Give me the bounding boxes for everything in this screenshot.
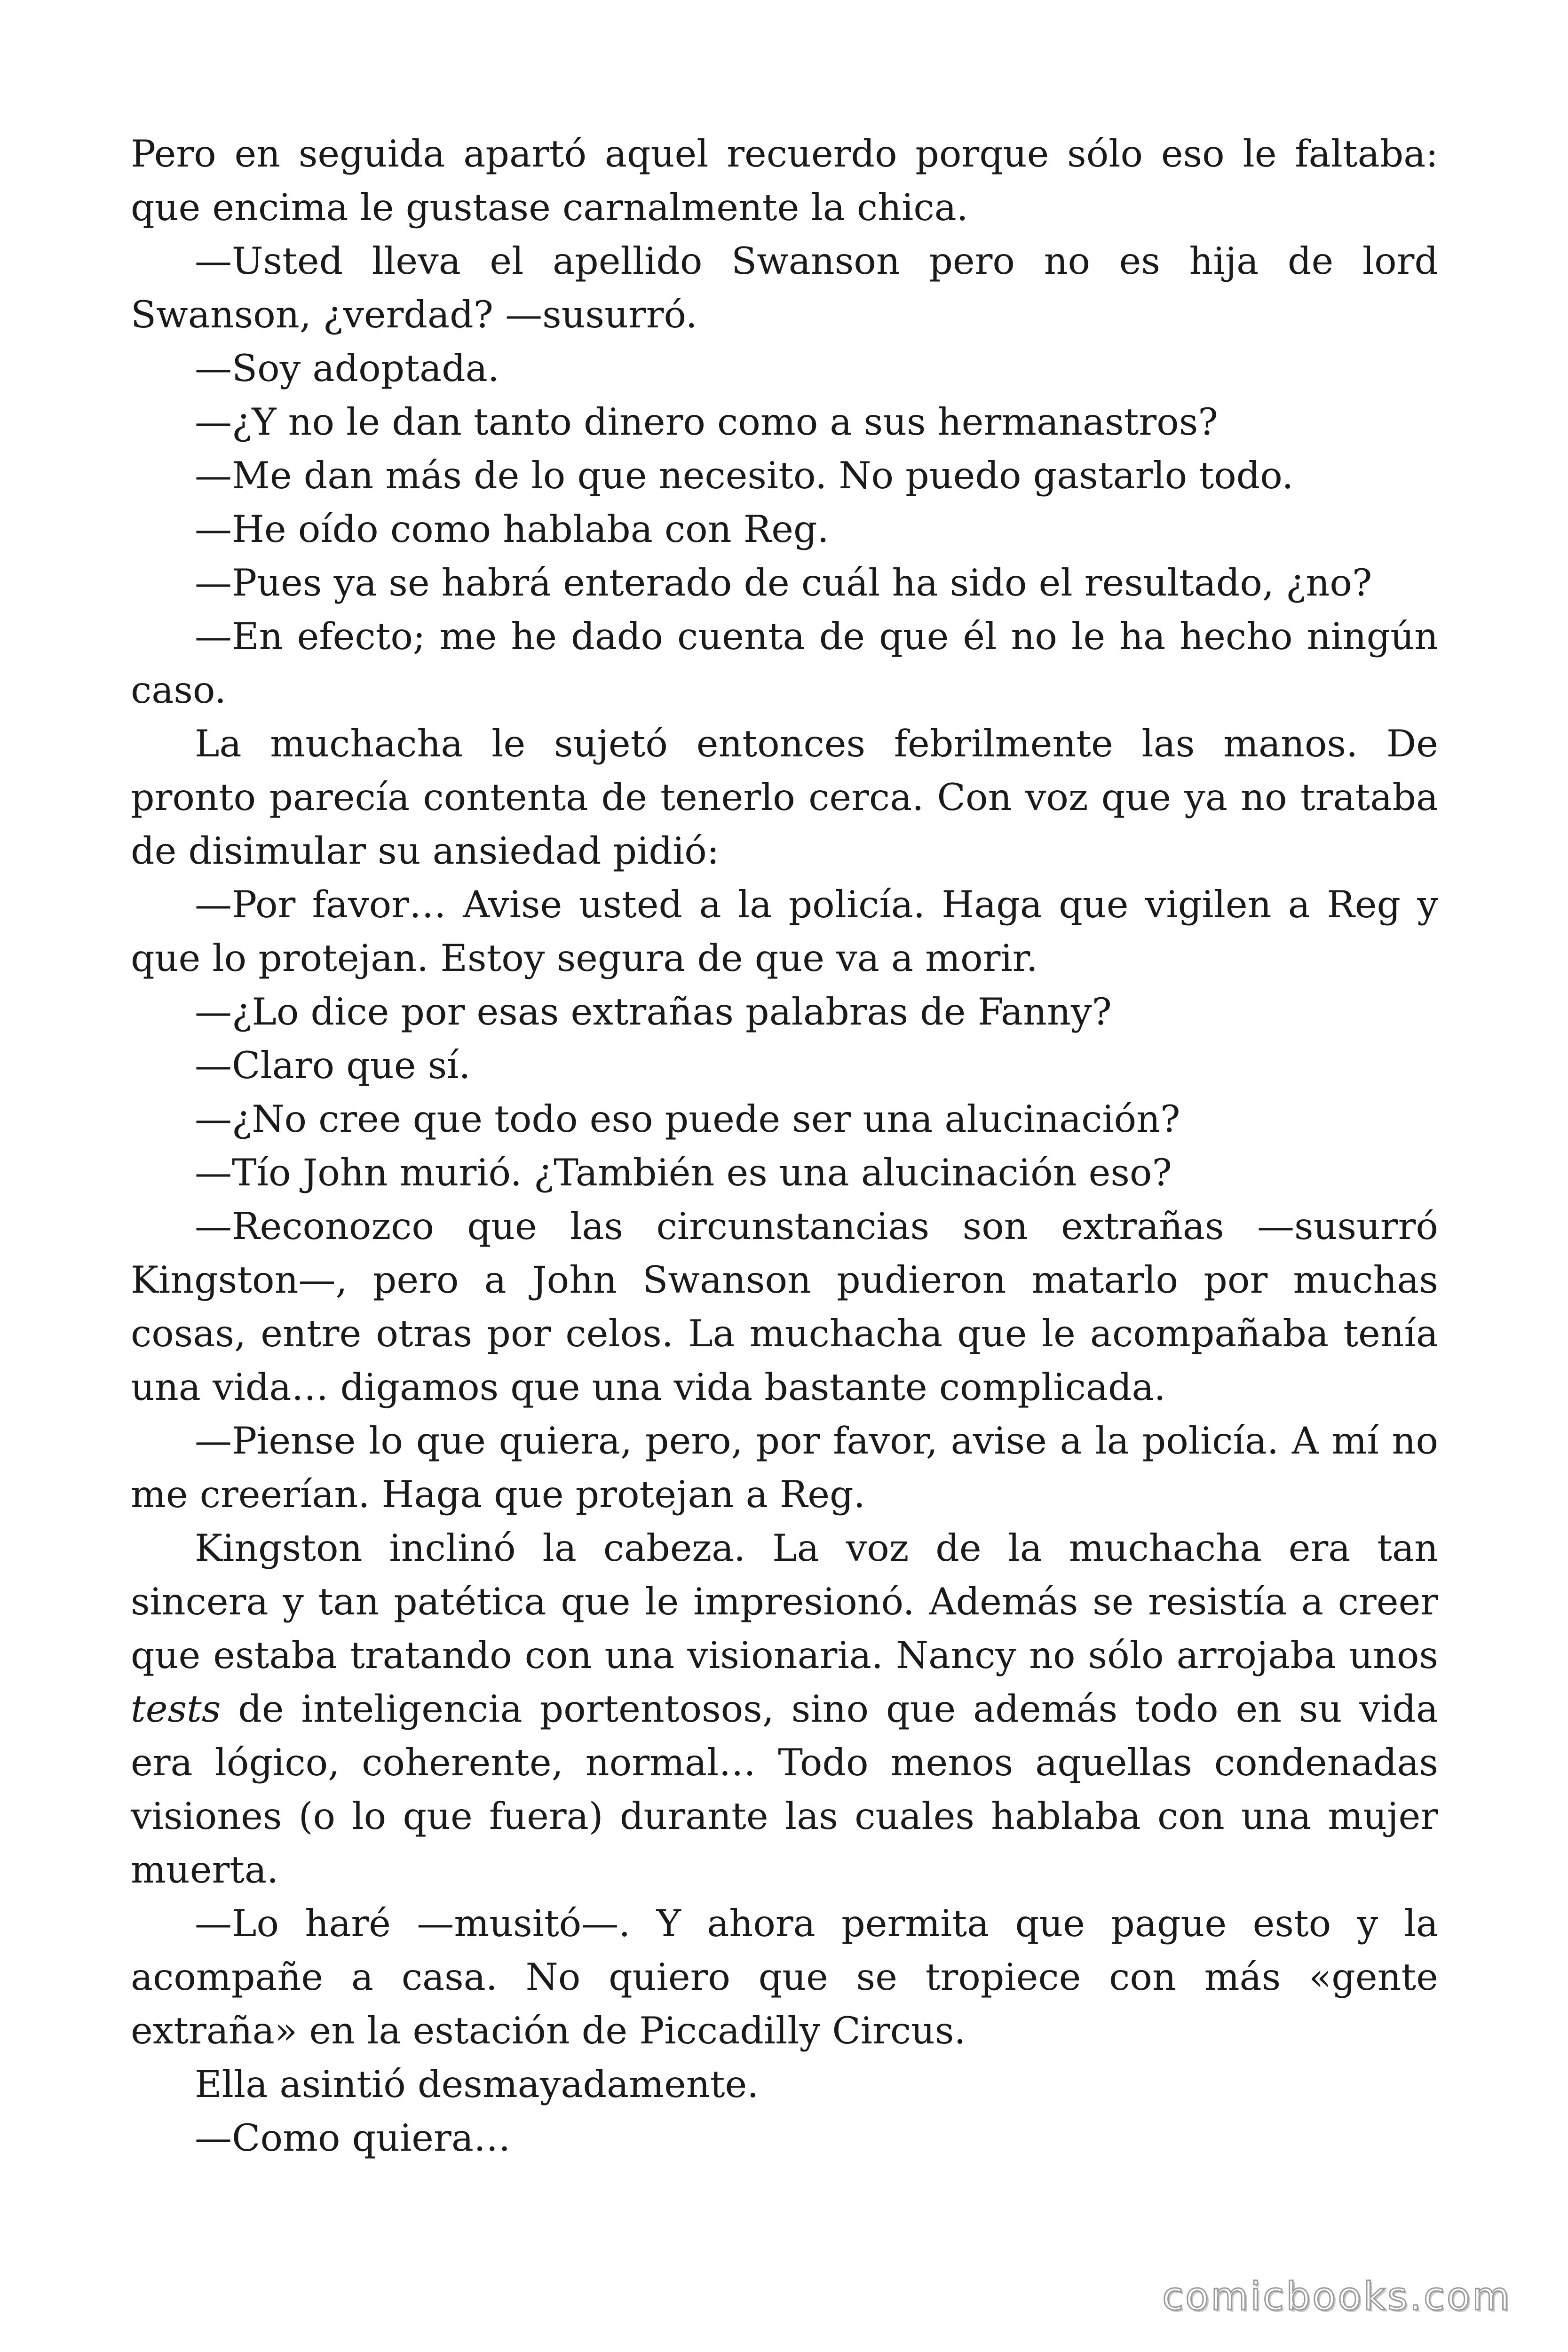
- paragraph-20: —Como quiera…: [195, 2116, 511, 2160]
- emphasis-tests: tests: [131, 1687, 221, 1731]
- paragraph-11: —¿Lo dice por esas extrañas palabras de Fanny?: [195, 990, 1112, 1033]
- paragraph-12: —Claro que sí.: [195, 1044, 471, 1087]
- paragraph-7: —Pues ya se habrá enterado de cuál ha sido el resultado, ¿no?: [195, 561, 1372, 604]
- paragraph-6: —He oído como hablaba con Reg.: [195, 508, 829, 551]
- paragraph-3: —Soy adoptada.: [195, 347, 499, 390]
- watermark: comicbooks.com: [1162, 2274, 1512, 2319]
- paragraph-4: —¿Y no le dan tanto dinero como a sus hermanastros?: [195, 400, 1218, 444]
- paragraph-17: [131, 1521, 1438, 1897]
- body-text: [131, 127, 1438, 2165]
- paragraph-14: —Tío John murió. ¿También es una alucinación eso?: [195, 1151, 1172, 1194]
- paragraph-18: —Lo haré —musitó—. Y ahora permita que pague esto y la acompañe a casa. No quiero que se tropiece con más «gente extraña» en la estación de Piccadilly Circus.: [131, 1902, 1438, 2052]
- paragraph-10: —Por favor… Avise usted a la policía. Haga que vigilen a Reg y que lo protejan. Estoy segura de que va a morir.: [131, 883, 1438, 980]
- paragraph-19: Ella asintió desmayadamente.: [195, 2063, 759, 2106]
- paragraph-9: La muchacha le sujetó entonces febrilmente las manos. De pronto parecía contenta de tenerlo cerca. Con voz que ya no trataba de disimular su ansiedad pidió:: [131, 722, 1438, 873]
- paragraph-13: —¿No cree que todo eso puede ser una alucinación?: [195, 1097, 1180, 1141]
- paragraph-16: —Piense lo que quiera, pero, por favor, avise a la policía. A mí no me creerían. Haga que protejan a Reg.: [131, 1419, 1438, 1516]
- paragraph-2: —Usted lleva el apellido Swanson pero no es hija de lord Swanson, ¿verdad? —susurró.: [131, 239, 1438, 336]
- paragraph-8: —En efecto; me he dado cuenta de que él no le ha hecho ningún caso.: [131, 615, 1438, 712]
- paragraph-15: —Reconozco que las circunstancias son extrañas —susurró Kingston—, pero a John Swanson pudieron matarlo por muchas cosas, entre otras por celos. La muchacha que le acompañaba tenía una vida… digamos que una vida bastante complicada.: [131, 1205, 1438, 1409]
- paragraph-17-before: Kingston inclinó la cabeza. La voz de la muchacha era tan sincera y tan patética que le impresionó. Además se resistía a creer que estaba tratando con una visionaria. Nancy no sólo arrojaba unos: [131, 1526, 1438, 1677]
- paragraph-1: Pero en seguida apartó aquel recuerdo porque sólo eso le faltaba: que encima le gustase carnalmente la chica.: [131, 132, 1438, 229]
- paragraph-17-after: de inteligencia portentosos, sino que además todo en su vida era lógico, coherente, normal… Todo menos aquellas condenadas visiones (o lo que fuera) durante las cuales hablaba con una mujer muerta.: [131, 1687, 1438, 1891]
- paragraph-5: —Me dan más de lo que necesito. No puedo gastarlo todo.: [195, 454, 1294, 497]
